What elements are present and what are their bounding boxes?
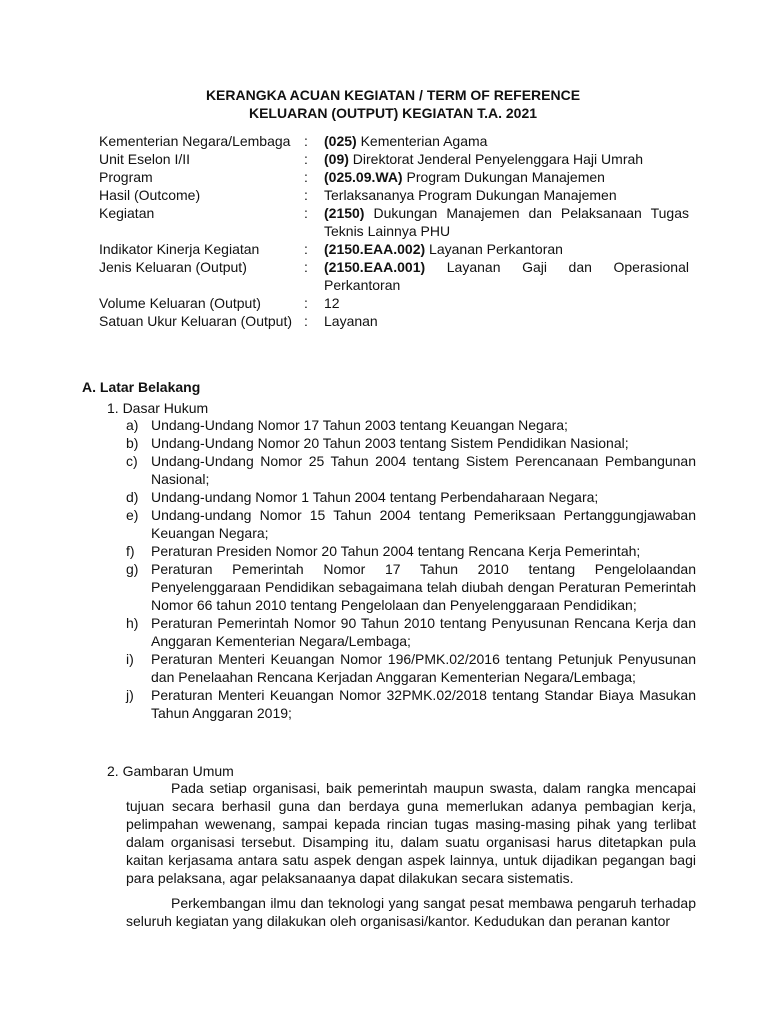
meta-separator: : [304,241,308,257]
meta-label: Satuan Ukur Keluaran (Output) [99,313,292,329]
list-marker: b) [126,435,139,451]
list-text: Undang-undang Nomor 1 Tahun 2004 tentang Perbendaharaan Negara; [151,489,599,505]
meta-text: Layanan Perkantoran [425,241,563,257]
list-item [126,488,696,506]
meta-row [99,294,689,312]
meta-label: Unit Eselon I/II [99,151,191,167]
meta-row [99,204,689,240]
list-marker: j) [126,687,134,703]
list-text: Undang-Undang Nomor 25 Tahun 2004 tentang Sistem Perencanaan Pembangunan Nasional; [151,453,696,487]
meta-label: Hasil (Outcome) [99,187,201,203]
list-item [126,416,696,434]
list-text: Peraturan Pemerintah Nomor 17 Tahun 2010 tentang Pengelolaandan Penyelenggaraan Pendidikan sebagaimana telah diubah dengan Peraturan Pemerintah Nomor 66 tahun 2010 tentang Pengelolaan dan Penyelenggaraan Pendidikan; [151,561,696,613]
meta-row [99,312,689,330]
meta-text: Layanan [324,313,378,329]
meta-label: Volume Keluaran (Output) [99,295,261,311]
meta-row [99,132,689,150]
document-title [0,86,768,122]
list-marker: e) [126,507,139,523]
list-text: Peraturan Presiden Nomor 20 Tahun 2004 tentang Rencana Kerja Pemerintah; [151,543,641,559]
meta-code: (025) [324,133,357,149]
activity-metadata-table [99,132,689,330]
list-item [126,560,696,614]
meta-separator: : [304,133,308,149]
subsection-heading-gambaran-umum: 2. Gambaran Umum [107,763,234,779]
list-marker: f) [126,543,135,559]
meta-value [324,204,689,240]
meta-text: Program Dukungan Manajemen [402,169,605,185]
list-marker: i) [126,651,134,667]
meta-text: 12 [324,295,340,311]
list-text: Peraturan Pemerintah Nomor 90 Tahun 2010 tentang Penyusunan Rencana Kerja dan Anggaran Kementerian Negara/Lembaga; [151,615,696,649]
list-item [126,650,696,686]
meta-value [324,294,689,312]
meta-value [324,168,689,186]
paragraph-gambaran-umum-2: Perkembangan ilmu dan teknologi yang sangat pesat membawa pengaruh terhadap seluruh kegiatan yang dilakukan oleh organisasi/kantor. Kedudukan dan peranan kantor [126,895,696,929]
meta-row [99,168,689,186]
subsection-heading-dasar-hukum: 1. Dasar Hukum [107,400,209,416]
list-text: Undang-Undang Nomor 17 Tahun 2003 tentang Keuangan Negara; [151,417,568,433]
meta-label: Indikator Kinerja Kegiatan [99,241,260,257]
meta-separator: : [304,151,308,167]
meta-text: Direktorat Jenderal Penyelenggara Haji Umrah [348,151,644,167]
meta-value [324,132,689,150]
meta-text: Dukungan Manajemen dan Pelaksanaan Tugas Teknis Lainnya PHU [324,205,689,239]
meta-text: Layanan Gaji dan Operasional Perkantoran [324,259,689,293]
list-text: Undang-undang Nomor 15 Tahun 2004 tentang Pemeriksaan Pertanggungjawaban Keuangan Negara; [151,507,696,541]
list-item [126,506,696,542]
meta-value [324,186,689,204]
meta-value [324,150,689,168]
list-item [126,614,696,650]
meta-code: (025.09.WA) [324,169,403,185]
meta-label: Program [99,169,153,185]
meta-label: Jenis Keluaran (Output) [99,259,247,275]
meta-separator: : [304,169,308,185]
meta-separator: : [304,313,308,329]
section-heading-latar-belakang: A. Latar Belakang [82,379,201,395]
meta-text: Terlaksananya Program Dukungan Manajemen [324,187,617,203]
list-marker: g) [126,561,139,577]
list-item [126,434,696,452]
list-text: Peraturan Menteri Keuangan Nomor 196/PMK.02/2016 tentang Petunjuk Penyusunan dan Penelaahan Rencana Kerjadan Anggaran Kementerian Negara/Lembaga; [151,651,696,685]
list-text: Peraturan Menteri Keuangan Nomor 32PMK.02/2018 tentang Standar Biaya Masukan Tahun Anggaran 2019; [151,687,696,721]
meta-separator: : [304,187,308,203]
meta-label: Kegiatan [99,205,155,221]
meta-code: (2150.EAA.002) [324,241,426,257]
meta-row [99,240,689,258]
list-item [126,542,696,560]
meta-code: (2150.EAA.001) [324,259,426,275]
legal-basis-list [126,416,696,722]
title-line-1: KERANGKA ACUAN KEGIATAN / TERM OF REFERENCE [205,87,581,103]
meta-value [324,258,689,294]
meta-separator: : [304,259,308,275]
meta-code: (09) [324,151,349,167]
list-text: Undang-Undang Nomor 20 Tahun 2003 tentang Sistem Pendidikan Nasional; [151,435,629,451]
meta-label: Kementerian Negara/Lembaga [99,133,291,149]
meta-row [99,186,689,204]
title-line-2: KELUARAN (OUTPUT) KEGIATAN T.A. 2021 [248,105,538,121]
meta-separator: : [304,295,308,311]
meta-code: (2150) [324,205,365,221]
list-marker: d) [126,489,139,505]
list-marker: c) [126,453,138,469]
list-item [126,452,696,488]
list-marker: h) [126,615,139,631]
meta-value [324,312,689,330]
meta-row [99,258,689,294]
list-item [126,686,696,722]
meta-value [324,240,689,258]
meta-separator: : [304,205,308,221]
list-marker: a) [126,417,139,433]
meta-text: Kementerian Agama [356,133,488,149]
meta-row [99,150,689,168]
paragraph-gambaran-umum-1: Pada setiap organisasi, baik pemerintah maupun swasta, dalam rangka mencapai tujuan secara berhasil guna dan berdaya guna memerlukan adanya pembagian kerja, pelimpahan wewenang, sampai kepada rincian tugas masing-masing pihak yang terlibat dalam organisasi tersebut. Disamping itu, dalam suatu organisasi harus ditetapkan pula kaitan kerjasama antara satu aspek dengan aspek lainnya, untuk dijadikan pegangan bagi para pelaksana, agar pelaksanaanya dapat dilakukan secara sistematis. [126,780,696,886]
